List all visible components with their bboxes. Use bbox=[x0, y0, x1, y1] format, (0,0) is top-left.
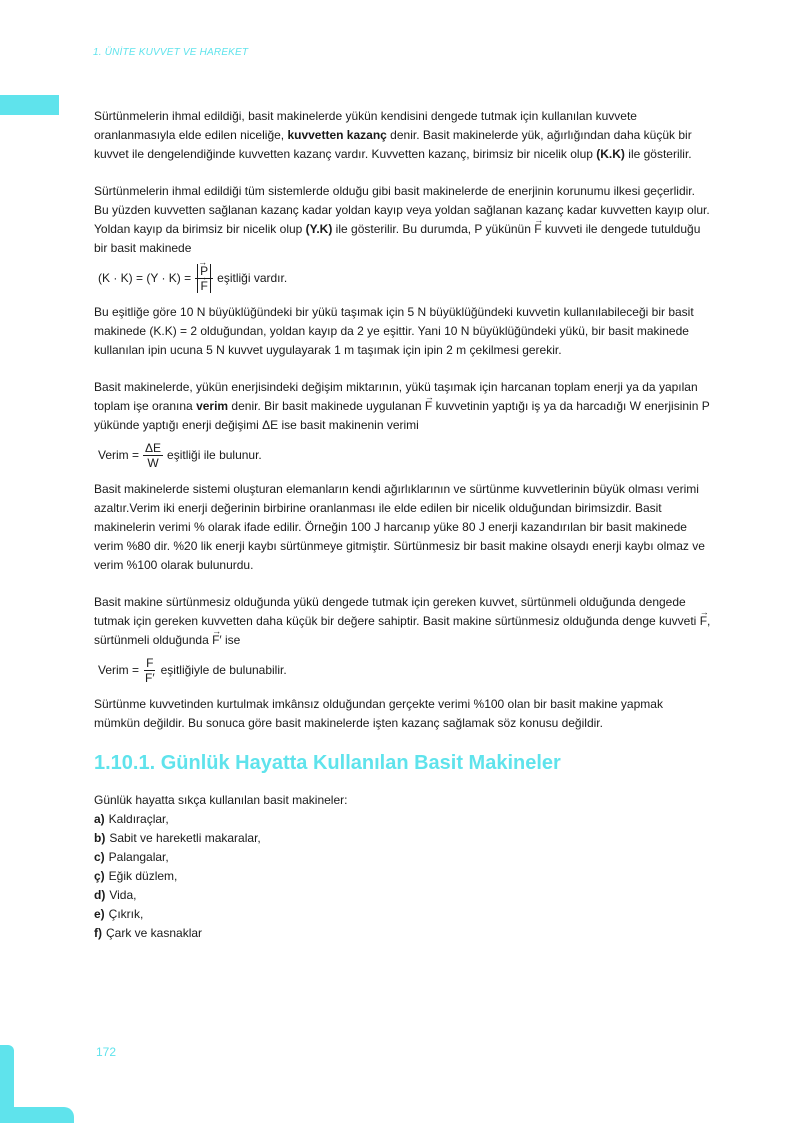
page-content bbox=[94, 107, 712, 943]
paragraph-energy-conservation: Sürtünmelerin ihmal edildiği tüm sistemlerde olduğu gibi basit makinelerde de enerjinin korunumu ilkesi geçerlidir. Bu yüzden kuvvetten sağlanan kazanç kadar yoldan kayıp veya yoldan sağlanan kazanç kadar kuvvetten kayıp olur. Yoldan kayıp da birimsiz bir nicelik olup (Y.K) ile gösterilir. Bu durumda, P yükünün → F kuvveti ile dengede tutulduğu bir basit makinede bbox=[94, 182, 712, 258]
paragraph-conclusion: Sürtünme kuvvetinden kurtulmak imkânsız olduğundan gerçekte verimi %100 olan bir basit makine yapmak mümkün değildir. Bu sonuca göre basit makinelerde işten kazanç sağlamak söz konusu değildir. bbox=[94, 697, 663, 730]
paragraph-example: Bu eşitliğe göre 10 N büyüklüğündeki bir yükü taşımak için 5 N büyüklüğündeki kuvvetin kullanılabileceği bir basit makinede (K.K) = 2 olduğundan, yoldan kayıp da 2 ye eşittir. Yani 10 N büyüklüğündeki yükü, bir basit makinede kullanılan ipin ucuna 5 N kuvvet uygulayarak 1 m taşımak için ipin 2 m çekilmesi gerekir. bbox=[94, 305, 694, 357]
paragraph-efficiency-loss: Basit makinelerde sistemi oluşturan elemanların kendi ağırlıklarının ve sürtünme kuvvetlerinin büyük olması verimi azaltır.Verim iki enerji değerinin birbirine oranlanması ile elde edilen bir nicelik olduğundan birimsizdir. Basit makinelerin verimi % olarak ifade edilir. Örneğin 100 J harcanıp yüke 80 J enerji kazandırılan bir basit makinede verim %80 dir. %20 lik enerji kaybı sürtünmeye gitmiştir. Sürtünmesiz bir basit makine olsaydı enerji kaybı olmaz ve verim %100 olarak bulunurdu. bbox=[94, 482, 705, 572]
vector-f-prime: → F′ bbox=[212, 631, 222, 650]
page-number: 172 bbox=[96, 1045, 117, 1059]
list-item: e) Çıkrık, bbox=[94, 907, 144, 921]
corner-decoration-foot bbox=[0, 1107, 74, 1123]
margin-tab-decoration bbox=[0, 95, 59, 115]
list-item: ç) Eğik düzlem, bbox=[94, 869, 178, 883]
formula-verim-force bbox=[98, 656, 712, 685]
fraction-f-over-fprime: $\frac{F}{F'}$ bbox=[145, 656, 155, 685]
term-verim: verim bbox=[196, 399, 229, 413]
formula-kk-yk bbox=[98, 264, 712, 293]
abs-vector-f: → F bbox=[197, 279, 210, 293]
formula-verim-energy bbox=[98, 441, 712, 470]
unit-header: 1. ÜNİTE KUVVET VE HAREKET bbox=[93, 47, 249, 58]
machine-list bbox=[94, 810, 712, 943]
term-kk: (K.K) bbox=[596, 147, 625, 161]
vector-f: → F bbox=[700, 612, 707, 631]
paragraph-frictionless: Basit makine sürtünmesiz olduğunda yükü dengede tutmak için gereken kuvvet, sürtünmeli olduğunda dengede tutmak için gereken kuvvetten daha küçük bir değere sahiptir. Basit makine sürtünmesiz olduğunda denge kuvveti → F, sürtünmeli olduğunda → F′ ise bbox=[94, 593, 712, 650]
term-yk: (Y.K) bbox=[305, 222, 333, 236]
abs-vector-p: → P bbox=[197, 264, 211, 278]
paragraph-efficiency: Basit makinelerde, yükün enerjisindeki değişim miktarının, yükü taşımak için harcanan toplam enerji ya da yapılan toplam işe oranına verim denir. Bir basit makinede uygulanan → F kuvvetinin yaptığı iş ya da harcadığı W enerjisinin P yükünde yaptığı enerji değişimi ΔE ise basit makinenin verimi bbox=[94, 378, 712, 435]
list-item: b) Sabit ve hareketli makaralar, bbox=[94, 831, 261, 845]
vector-f: → F bbox=[534, 220, 541, 239]
formula-tail: eşitliğiyle de bulunabilir. bbox=[160, 663, 287, 677]
list-item: a) Kaldıraçlar, bbox=[94, 812, 169, 826]
formula-lhs: Verim = bbox=[98, 663, 140, 677]
section-heading: 1.10.1. Günlük Hayatta Kullanılan Basit Makineler bbox=[94, 752, 561, 774]
formula-lhs: (K · K) = (Y · K) = bbox=[98, 271, 192, 285]
formula-tail: eşitliği ile bulunur. bbox=[167, 448, 262, 462]
list-item: c) Palangalar, bbox=[94, 850, 169, 864]
formula-lhs: Verim = bbox=[98, 448, 140, 462]
list-item: d) Vida, bbox=[94, 888, 137, 902]
vector-f: → F bbox=[425, 397, 432, 416]
list-item: f) Çark ve kasnaklar bbox=[94, 926, 203, 940]
formula-tail: eşitliği vardır. bbox=[217, 271, 288, 285]
list-intro: Günlük hayatta sıkça kullanılan basit makineler: bbox=[94, 793, 348, 807]
fraction-p-over-f bbox=[195, 264, 213, 293]
fraction-de-over-w: $\frac{\Delta E}{W}$ bbox=[145, 441, 162, 470]
term-kuvvetten-kazanc: kuvvetten kazanç bbox=[287, 128, 387, 142]
paragraph-mechanical-advantage: Sürtünmelerin ihmal edildiği, basit makinelerde yükün kendisini dengede tutmak için kullanılan kuvvete oranlanmasıyla elde edilen niceliğe, kuvvetten kazanç denir. Basit makinelerde yük, ağırlığından daha küçük bir kuvvet ile dengelendiğinde kuvvetten kazanç vardır. Kuvvetten kazanç, birimsiz bir nicelik olup (K.K) ile gösterilir. bbox=[94, 109, 692, 161]
